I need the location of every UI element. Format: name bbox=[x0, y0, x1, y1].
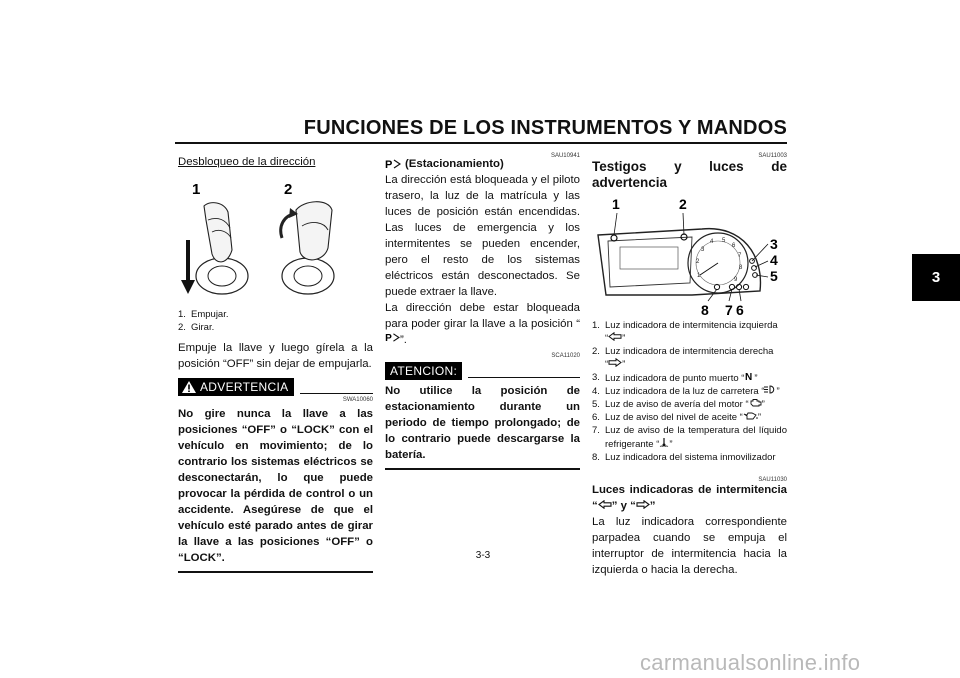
section-heading-warning-lights: Testigos y luces de advertencia bbox=[592, 159, 787, 190]
high-beam-icon bbox=[764, 385, 776, 394]
instrument-cluster-diagram bbox=[592, 195, 787, 319]
engine-icon bbox=[749, 398, 762, 407]
svg-text:7: 7 bbox=[738, 253, 742, 259]
caption-item: 3. Luz indicadora de punto muerto “ N ” bbox=[592, 372, 758, 384]
notice-rule bbox=[468, 377, 580, 378]
svg-text:2: 2 bbox=[696, 259, 700, 265]
figure-label-2: 2 bbox=[284, 181, 293, 198]
svg-text:5: 5 bbox=[722, 238, 726, 244]
caption-item: 1. Empujar. bbox=[178, 309, 229, 320]
svg-text:P: P bbox=[385, 159, 393, 170]
figure-label-3: 3 bbox=[770, 236, 778, 252]
turn-signal-body: La luz indicadora correspondiente parpadea cuando se empuja el interruptor de intermitencia hacia la izquierda o hacia la derecha. bbox=[592, 516, 787, 576]
notice-end-rule bbox=[385, 468, 580, 470]
svg-text:N: N bbox=[745, 372, 753, 381]
section-code: SAU10941 bbox=[550, 153, 580, 159]
warning-code: SWA10060 bbox=[342, 397, 373, 403]
svg-text:3: 3 bbox=[701, 247, 705, 253]
svg-text:9: 9 bbox=[734, 277, 738, 283]
figure-label-2: 2 bbox=[679, 196, 687, 212]
caption-item: 2. Luz indicadora de intermitencia derecha “ ” bbox=[592, 346, 774, 370]
key-illustration bbox=[178, 180, 373, 308]
svg-text:1: 1 bbox=[697, 273, 701, 279]
figure-label-1: 1 bbox=[192, 181, 201, 198]
key-push-turn-figure bbox=[178, 180, 373, 308]
notice-header bbox=[385, 362, 580, 380]
caption-item: 2. Girar. bbox=[178, 322, 215, 333]
oil-can-icon bbox=[743, 411, 758, 420]
column-2 bbox=[385, 152, 580, 470]
warning-end-rule bbox=[178, 571, 373, 573]
body-paragraph: Empuje la llave y luego gírela a la posición “OFF” sin dejar de empujarla. bbox=[178, 342, 373, 370]
coolant-temp-icon bbox=[659, 437, 669, 447]
svg-text:4: 4 bbox=[710, 239, 714, 245]
warning-badge bbox=[178, 378, 294, 396]
warning-triangle-icon bbox=[182, 381, 196, 393]
parking-body-2: La dirección debe estar bloqueada para poder girar la llave a la posición “ P ”. bbox=[385, 302, 580, 346]
parking-body: La dirección está bloqueada y el piloto trasero, la luz de la matrícula y las luces de posición están encendidas. Las luces de emergencia y los intermitentes se pueden encender, pero el resto de los sistemas eléctricos están desconectados. Se puede extraer la llave. bbox=[385, 174, 580, 298]
figure-label-8: 8 bbox=[701, 302, 709, 318]
left-arrow-icon bbox=[598, 500, 612, 509]
subsection-heading-turn-signals: Luces indicadoras de intermitencia “ ” y “ ” bbox=[592, 484, 787, 512]
parking-p-icon bbox=[385, 332, 400, 343]
column-3 bbox=[592, 152, 787, 578]
notice-code: SCA11020 bbox=[551, 353, 580, 359]
warning-header bbox=[178, 378, 373, 396]
notice-text: No utilice la posición de estacionamiento durante un periodo de tiempo prolongado; de lo contrario puede descargarse la batería. bbox=[385, 385, 580, 461]
right-arrow-icon bbox=[608, 358, 622, 367]
section-heading-unlock: Desbloqueo de la dirección bbox=[178, 156, 316, 168]
subsection-code: SAU11030 bbox=[758, 477, 787, 483]
parking-p-icon bbox=[385, 158, 401, 170]
watermark: carmanualsonline.info bbox=[640, 650, 861, 675]
warning-lights-captions bbox=[592, 319, 787, 464]
parking-heading: P (Estacionamiento) bbox=[385, 158, 504, 170]
page-header-title: FUNCIONES DE LOS INSTRUMENTOS Y MANDOS bbox=[303, 117, 787, 139]
notice-badge: ATENCION: bbox=[385, 362, 462, 380]
figure-label-7: 7 bbox=[725, 302, 733, 318]
chapter-tab[interactable]: 3 bbox=[912, 254, 960, 301]
svg-text:P: P bbox=[385, 333, 392, 343]
caption-item: 4. Luz indicadora de la luz de carretera “ ” bbox=[592, 386, 780, 397]
column-1 bbox=[178, 152, 373, 573]
figure-label-5: 5 bbox=[770, 268, 778, 284]
left-arrow-icon bbox=[608, 332, 622, 341]
right-arrow-icon bbox=[636, 500, 650, 509]
caption-item: 1. Luz indicadora de intermitencia izquierda “ ” bbox=[592, 320, 778, 344]
svg-text:8: 8 bbox=[739, 265, 743, 271]
svg-text:6: 6 bbox=[732, 243, 736, 249]
warning-rule bbox=[300, 393, 373, 394]
page-number: 3-3 bbox=[475, 550, 491, 561]
warning-label: ADVERTENCIA bbox=[200, 380, 289, 394]
caption-item: 7. Luz de aviso de la temperatura del líquido refrigerante “ ” bbox=[592, 425, 787, 450]
figure-captions bbox=[178, 308, 373, 334]
caption-item: 6. Luz de aviso del nivel de aceite “ ” bbox=[592, 412, 762, 423]
header-rule bbox=[175, 142, 787, 144]
figure-label-1: 1 bbox=[612, 196, 620, 212]
caption-item: 8. Luz indicadora del sistema inmovilizador bbox=[592, 452, 776, 463]
caption-item: 5. Luz de aviso de avería del motor “ ” bbox=[592, 399, 765, 410]
warning-text: No gire nunca la llave a las posiciones “OFF” o “LOCK” con el vehículo en movimiento; de lo contrario los sistemas eléctricos se desconectarán, lo que puede provocar la pérdida de control o un accidente. Asegúrese de que el vehículo esté parado antes de girar la llave a las posiciones “OFF” o “LOCK”. bbox=[178, 408, 373, 564]
figure-label-4: 4 bbox=[770, 252, 778, 268]
instrument-cluster-figure bbox=[592, 195, 787, 319]
section-code: SAU11003 bbox=[758, 153, 787, 159]
figure-label-6: 6 bbox=[736, 302, 744, 318]
neutral-n-icon bbox=[744, 371, 754, 381]
